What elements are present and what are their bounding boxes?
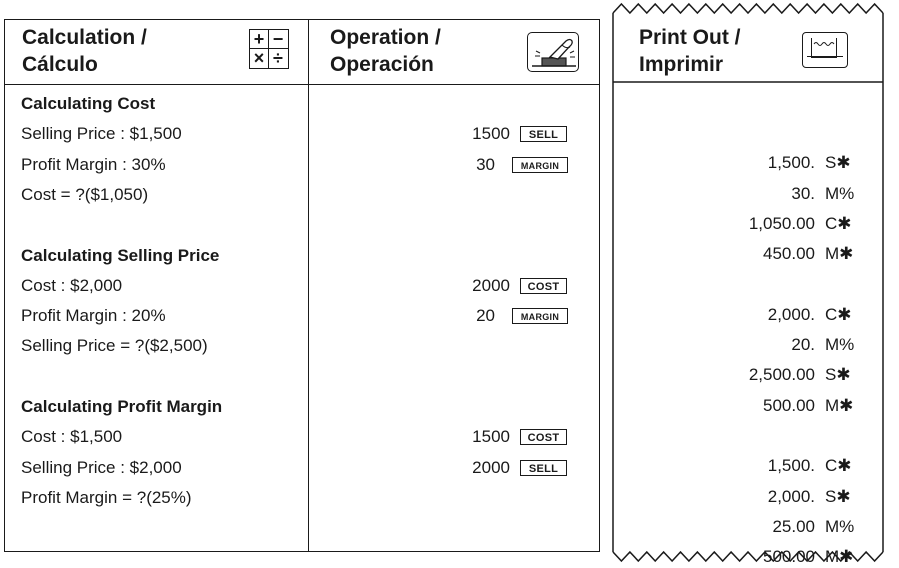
print-mark: M%	[825, 517, 855, 536]
calculation-line: Selling Price : $2,000	[21, 458, 182, 477]
calculator-icon	[249, 29, 289, 69]
section-title: Calculating Selling Price	[21, 246, 220, 265]
operation-value: 20	[476, 306, 495, 325]
print-value: 20.	[791, 335, 815, 354]
print-mark: C✱	[825, 305, 852, 324]
plus-glyph: +	[253, 29, 265, 49]
calculation-operation-table	[4, 19, 600, 552]
minus-glyph: −	[272, 29, 284, 49]
operation-value: 30	[476, 155, 495, 174]
operation-value: 1500	[472, 124, 510, 143]
print-value: 2,000.	[767, 305, 815, 324]
print-mark: C✱	[825, 214, 852, 233]
print-mark: S✱	[825, 487, 851, 506]
print-mark: M✱	[825, 396, 854, 415]
print-value: 450.00	[763, 244, 815, 263]
cost-key: COST	[520, 429, 567, 445]
sell-key: SELL	[520, 126, 567, 142]
print-header	[639, 24, 741, 78]
calculation-line: Cost : $2,000	[21, 276, 123, 295]
times-glyph: ×	[253, 48, 265, 68]
printer-icon	[802, 32, 848, 68]
column-divider	[308, 20, 309, 551]
margin-key: MARGIN	[512, 308, 568, 324]
print-value: 2,000.	[767, 487, 815, 506]
print-value: 2,500.00	[748, 365, 815, 384]
calculation-header	[22, 24, 147, 78]
calculation-line: Profit Margin : 20%	[21, 306, 166, 325]
print-mark: S✱	[825, 153, 851, 172]
print-value: 1,050.00	[748, 214, 815, 233]
print-mark: M✱	[825, 547, 854, 566]
operation-value: 1500	[472, 427, 510, 446]
print-out-tape	[611, 0, 885, 568]
calculation-line: Profit Margin : 30%	[21, 155, 166, 174]
print-mark: M✱	[825, 244, 854, 263]
header-divider	[5, 84, 599, 85]
section-title: Calculating Cost	[21, 94, 156, 113]
print-mark: M%	[825, 184, 855, 203]
cost-key: COST	[520, 278, 567, 294]
section-title: Calculating Profit Margin	[21, 397, 223, 416]
print-value: 30.	[791, 184, 815, 203]
hand-pressing-key-icon	[527, 32, 579, 72]
print-value: 1,500.	[767, 153, 815, 172]
print-header-line2: Imprimir	[639, 53, 724, 76]
operation-header-line2: Operación	[330, 53, 434, 76]
operation-value: 2000	[472, 276, 510, 295]
print-header-line1: Print Out /	[639, 26, 741, 49]
calculation-line: Cost = ?($1,050)	[21, 185, 149, 204]
margin-key: MARGIN	[512, 157, 568, 173]
tape-outline	[611, 0, 885, 568]
calculation-header-line2: Cálculo	[22, 53, 98, 76]
print-mark: M%	[825, 335, 855, 354]
sell-key: SELL	[520, 460, 567, 476]
print-value: 25.00	[772, 517, 815, 536]
operation-header-line1: Operation /	[330, 26, 441, 49]
calculation-line: Selling Price = ?($2,500)	[21, 336, 208, 355]
operation-header	[330, 24, 441, 78]
calculation-line: Cost : $1,500	[21, 427, 123, 446]
print-mark: S✱	[825, 365, 851, 384]
calculation-line: Profit Margin = ?(25%)	[21, 488, 192, 507]
print-value: 500.00	[763, 396, 815, 415]
print-mark: C✱	[825, 456, 852, 475]
calculation-line: Selling Price : $1,500	[21, 124, 182, 143]
tape-top-edge	[613, 4, 883, 13]
divide-glyph: ÷	[273, 48, 283, 68]
calculation-header-line1: Calculation /	[22, 26, 147, 49]
operation-value: 2000	[472, 458, 510, 477]
print-value: 1,500.	[767, 456, 815, 475]
print-value: 500.00	[763, 547, 815, 566]
